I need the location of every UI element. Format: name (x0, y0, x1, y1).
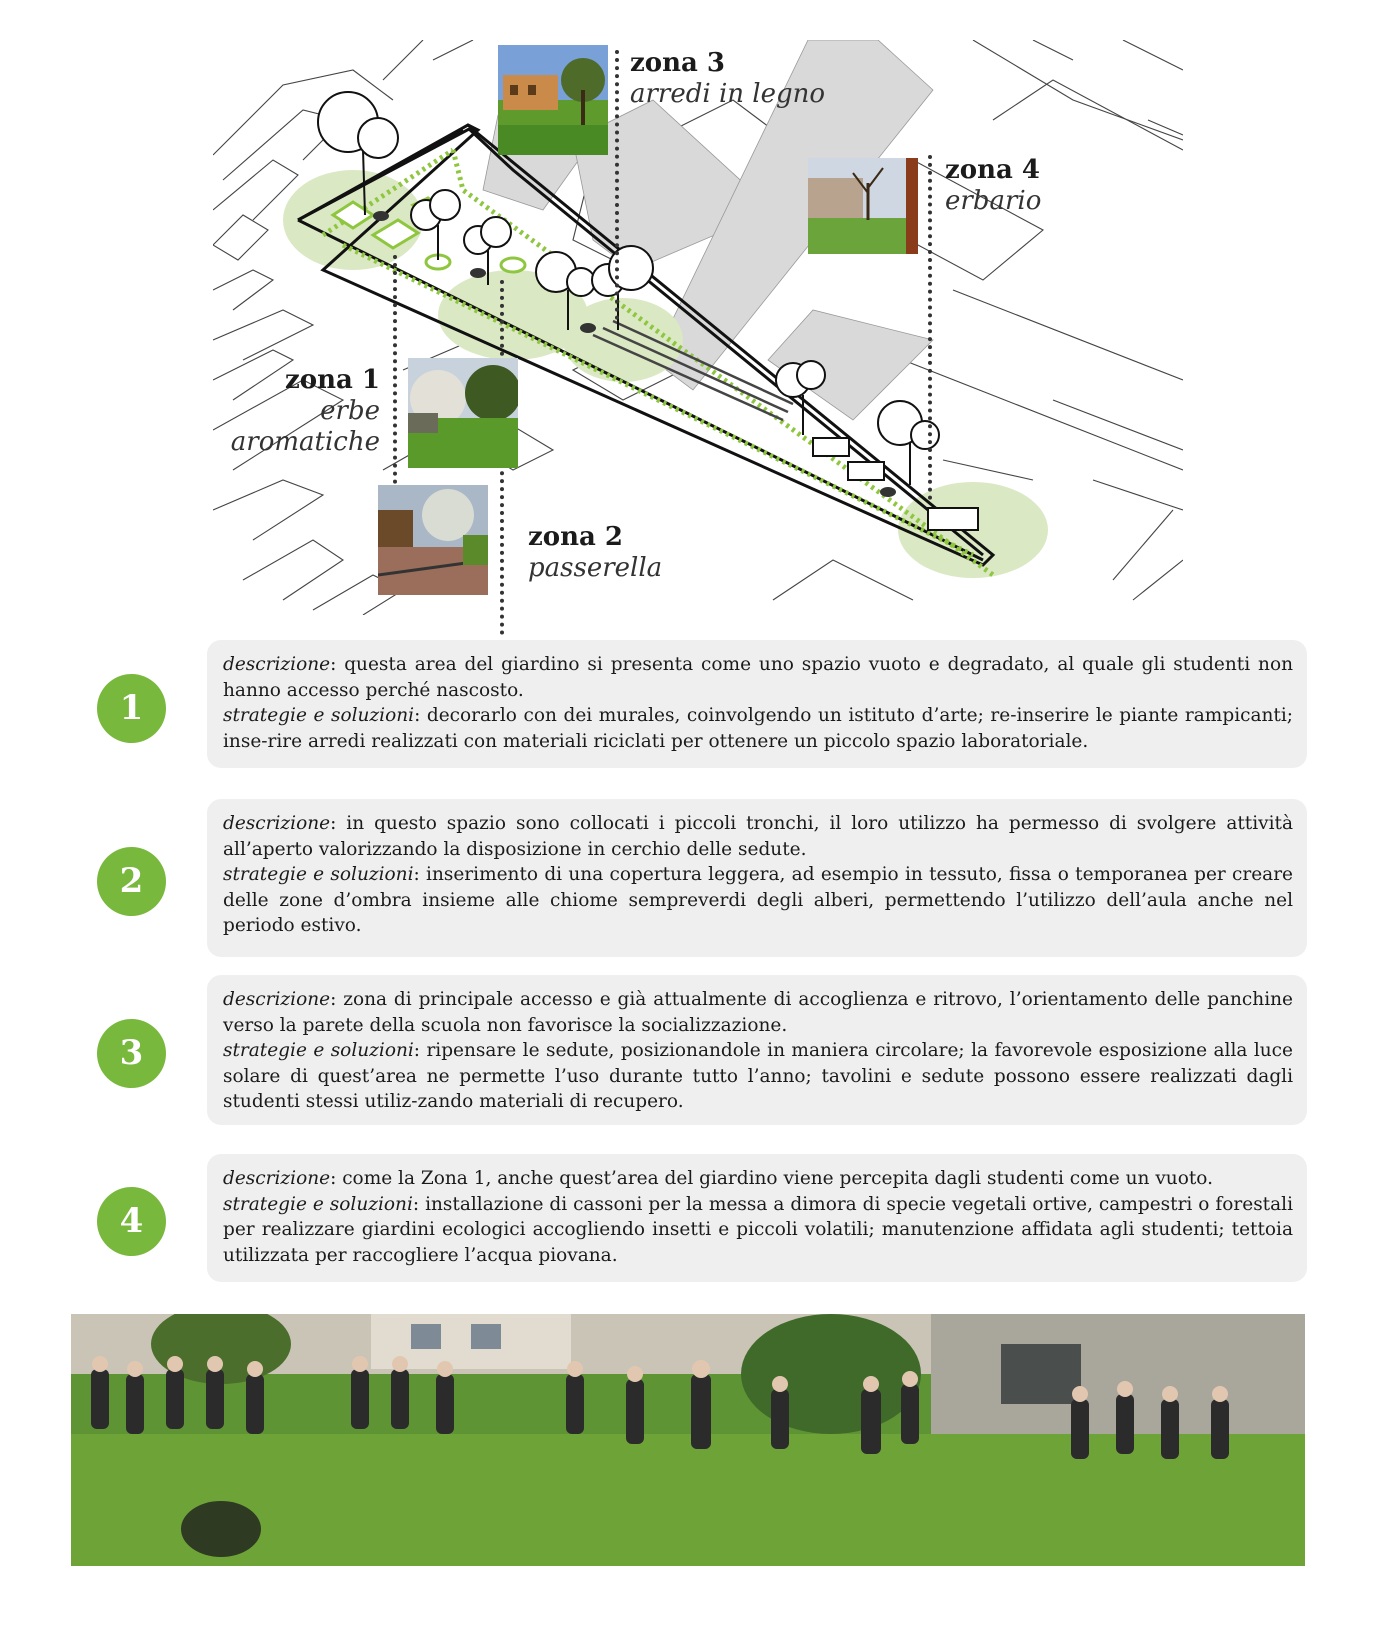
strategies-text: : ripensare le sedute, posizionandole in maniera circolare; la favorevole esposizione alla luce solare di quest’area ne permette l’uso durante tutto l’anno; tavolini e sedute possono essere realizzati dagli studenti stessi utiliz-zando materiali di recupero. (223, 1040, 1293, 1112)
description-label: descrizione (223, 989, 331, 1010)
zone2-label (528, 522, 662, 584)
zone4-title: zona 4 (945, 155, 1040, 185)
zone-number-badge-3: 3 (97, 1019, 166, 1088)
photo-zone3 (498, 45, 608, 155)
zone1-desc-line2: aromatiche (230, 427, 380, 458)
zone4-strategies (223, 1192, 1293, 1269)
zone-card-2 (207, 799, 1307, 957)
zone4-desc: erbario (945, 186, 1042, 217)
map-drawing (213, 40, 1183, 615)
description-label: descrizione (223, 1168, 331, 1189)
zone-card-3 (207, 975, 1307, 1125)
description-text: : in questo spazio sono collocati i piccoli tronchi, il loro utilizzo ha permesso di svolgere attività all’aperto valorizzando la disposizione in cerchio delle sedute. (223, 813, 1293, 860)
zone1-title: zona 1 (285, 365, 380, 395)
zone3-title: zona 3 (630, 48, 725, 78)
leader-zone3 (615, 50, 619, 320)
strategies-text: : inserimento di una copertura leggera, ad esempio in tessuto, fissa o temporanea per creare delle zone d’ombra insieme alle chiome sempreverdi degli alberi, permettendo l’utilizzo dell’aula anche nel periodo estivo. (223, 864, 1293, 936)
garden-axonometric-map (213, 40, 1183, 615)
description-label: descrizione (223, 813, 331, 834)
zone-card-1 (207, 640, 1307, 768)
zone2-description (223, 811, 1293, 862)
zone2-desc: passerella (528, 553, 663, 584)
photo-zone4 (808, 158, 918, 254)
leader-zone1 (393, 255, 397, 500)
strategies-text: : installazione di cassoni per la messa a dimora di specie vegetali ortive, campestri o forestali per realizzare giardini ecologici accogliendo insetti e piccoli volatili; manutenzione affidata agli studenti; tettoia utilizzata per raccogliere l’acqua piovana. (223, 1193, 1293, 1266)
strategies-label: strategie e soluzioni (223, 864, 414, 885)
strategies-label: strategie e soluzioni (223, 1040, 414, 1061)
zone-card-4 (207, 1154, 1307, 1282)
students-panorama-photo (71, 1314, 1305, 1566)
leader-zone4 (928, 155, 932, 500)
description-text: : zona di principale accesso e già attualmente di accoglienza e ritrovo, l’orientamento delle panchine verso la parete della scuola non favorisce la socializzazione. (223, 989, 1293, 1036)
zone3-strategies (223, 1038, 1293, 1115)
zone2-strategies (223, 862, 1293, 939)
description-label: descrizione (223, 654, 331, 675)
zone3-desc: arredi in legno (630, 79, 826, 110)
photo-zone2 (378, 485, 488, 595)
zone1-label (213, 365, 380, 459)
photo-zone1 (408, 358, 518, 468)
strategies-text: : decorarlo con dei murales, coinvolgendo un istituto d’arte; re-inserire le piante rampicanti; inse-rire arredi realizzati con materiali riciclati per ottenere un piccolo spazio laboratoriale. (223, 705, 1293, 752)
zone1-desc-line1: erbe (320, 396, 380, 427)
zone4-label (945, 155, 1041, 217)
strategies-label: strategie e soluzioni (223, 705, 415, 726)
zone-number-badge-1: 1 (97, 674, 166, 743)
strategies-label: strategie e soluzioni (223, 1193, 413, 1215)
description-text: : questa area del giardino si presenta come uno spazio vuoto e degradato, al quale gli studenti non hanno accesso perché nascosto. (223, 654, 1293, 701)
zone1-description (223, 652, 1293, 703)
zone-number-badge-4: 4 (97, 1187, 166, 1256)
description-text: : come la Zona 1, anche quest’area del giardino viene percepita dagli studenti come un vuoto. (330, 1168, 1213, 1189)
zone-number-badge-2: 2 (97, 847, 166, 916)
zone2-title: zona 2 (528, 522, 623, 552)
zone1-strategies (223, 703, 1293, 754)
zone4-description (223, 1166, 1293, 1192)
zone3-label (630, 48, 825, 110)
zone3-description (223, 987, 1293, 1038)
